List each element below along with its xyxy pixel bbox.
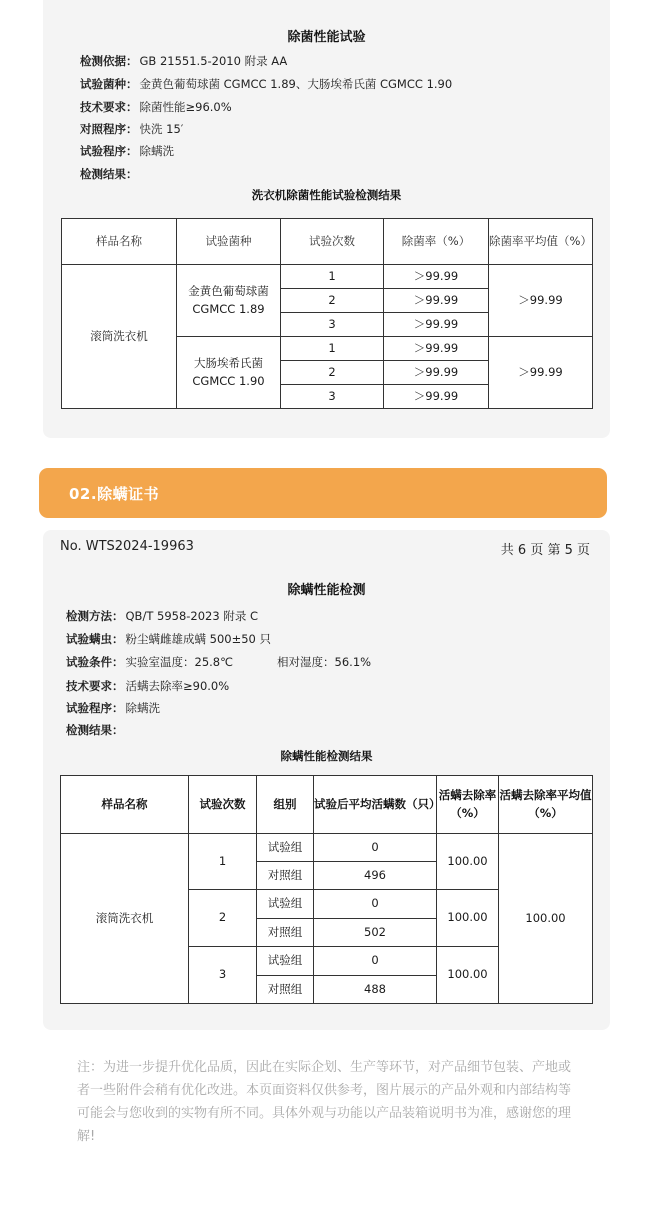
strain-name: 大肠埃希氏菌 <box>194 356 263 371</box>
table-row <box>61 834 593 862</box>
section-title: 02.除螨证书 <box>69 485 160 503</box>
rate-cell: ＞99.99 <box>384 265 489 289</box>
field-test-result <box>80 166 140 182</box>
trial-number-cell: 2 <box>189 890 257 947</box>
strain-cell <box>177 265 281 337</box>
mite-removal-test-title: 除螨性能检测 <box>287 583 366 598</box>
table-row <box>62 265 593 289</box>
field-test-method <box>66 608 258 624</box>
trial-number-cell: 3 <box>281 313 384 337</box>
field-key: 检测结果： <box>80 167 138 181</box>
field-key: 检测方法： <box>66 609 124 623</box>
removal-rate-cell: 100.00 <box>437 834 499 890</box>
antibacterial-test-title: 除菌性能试验 <box>287 30 366 45</box>
column-header: 除菌率（%） <box>384 219 489 265</box>
field-technical-requirement <box>66 678 229 694</box>
field-key: 试验螨虫： <box>66 632 124 646</box>
mite-removal-results-table <box>60 775 593 1004</box>
trial-number-cell: 3 <box>189 947 257 1004</box>
field-value: 实验室温度：25.8℃ <box>125 655 234 669</box>
field-test-strains <box>80 76 452 92</box>
field-value: 活螨去除率≥90.0% <box>125 679 230 693</box>
mite-removal-report-card <box>43 530 610 1030</box>
footnote-disclaimer: 注：为进一步提升优化品质，因此在实际企划、生产等环节，对产品细节包装、产地或者一些附件会稍有优化改进。本页面资料仅供参考，图片展示的产品外观和内部结构等可能会与您收到的实物有所不同。具体外观与功能以产品装箱说明书为准，感谢您的理解! <box>77 1060 572 1144</box>
rate-cell: ＞99.99 <box>384 337 489 361</box>
trial-number-cell: 1 <box>189 834 257 890</box>
sample-name-cell: 滚筒洗衣机 <box>62 265 177 409</box>
field-key: 对照程序： <box>80 122 138 136</box>
average-rate-cell: ＞99.99 <box>489 265 593 337</box>
field-value: 除螨洗 <box>139 144 174 158</box>
sample-name-cell: 滚筒洗衣机 <box>61 834 189 1004</box>
strain-name: 金黄色葡萄球菌 <box>188 284 269 299</box>
trial-number-cell: 3 <box>281 385 384 409</box>
trial-number-cell: 2 <box>281 361 384 385</box>
mite-table-title: 除螨性能检测结果 <box>280 749 373 763</box>
field-technical-requirement <box>80 99 232 115</box>
field-value: GB 21551.5-2010 附录 AA <box>139 54 288 68</box>
mite-count-cell: 0 <box>314 834 437 862</box>
rate-cell: ＞99.99 <box>384 313 489 337</box>
group-cell: 试验组 <box>257 890 314 919</box>
group-cell: 试验组 <box>257 947 314 976</box>
trial-number-cell: 2 <box>281 289 384 313</box>
field-key: 试验程序： <box>66 701 124 715</box>
average-removal-rate-cell: 100.00 <box>499 834 593 1004</box>
field-value: 除螨洗 <box>125 701 160 715</box>
strain-code: CGMCC 1.90 <box>192 373 265 388</box>
field-test-program <box>66 700 160 716</box>
antibacterial-report-card <box>43 0 610 438</box>
column-header: 活螨去除率平均值（%） <box>499 776 593 834</box>
column-header: 试验次数 <box>281 219 384 265</box>
field-value: 除菌性能≥96.0% <box>139 100 232 114</box>
table-header-row <box>62 219 593 265</box>
column-header: 组别 <box>257 776 314 834</box>
group-cell: 试验组 <box>257 834 314 862</box>
group-cell: 对照组 <box>257 919 314 947</box>
trial-number-cell: 1 <box>281 337 384 361</box>
field-test-conditions <box>66 654 371 670</box>
rate-cell: ＞99.99 <box>384 289 489 313</box>
column-header: 试验次数 <box>189 776 257 834</box>
mite-count-cell: 0 <box>314 947 437 976</box>
column-header: 除菌率平均值（%） <box>489 219 593 265</box>
antibacterial-results-table <box>61 218 593 409</box>
section-banner-mite-certificate <box>39 468 607 518</box>
removal-rate-cell: 100.00 <box>437 947 499 1004</box>
field-test-basis <box>80 53 287 69</box>
field-key: 试验程序： <box>80 144 138 158</box>
field-key: 技术要求： <box>80 100 138 114</box>
antibacterial-table-title: 洗衣机除菌性能试验检测结果 <box>251 188 402 202</box>
field-value: 金黄色葡萄球菌 CGMCC 1.89、大肠埃希氏菌 CGMCC 1.90 <box>139 77 453 91</box>
field-test-result <box>66 722 126 738</box>
rate-cell: ＞99.99 <box>384 361 489 385</box>
field-key: 技术要求： <box>66 679 124 693</box>
mite-count-cell: 502 <box>314 919 437 947</box>
average-rate-cell: ＞99.99 <box>489 337 593 409</box>
field-test-program <box>80 143 174 159</box>
field-value: QB/T 5958-2023 附录 C <box>125 609 259 623</box>
column-header: 试验后平均活螨数（只） <box>314 776 437 834</box>
page-info: 共 6 页 第 5 页 <box>500 543 590 558</box>
field-control-program <box>80 121 183 137</box>
column-header: 活螨去除率（%） <box>437 776 499 834</box>
field-key: 试验菌种： <box>80 77 138 91</box>
field-value-humidity: 相对湿度：56.1% <box>277 655 372 669</box>
group-cell: 对照组 <box>257 976 314 1004</box>
trial-number-cell: 1 <box>281 265 384 289</box>
column-header: 样品名称 <box>62 219 177 265</box>
mite-count-cell: 488 <box>314 976 437 1004</box>
column-header: 试验菌种 <box>177 219 281 265</box>
field-value: 粉尘螨雌雄成螨 500±50 只 <box>125 632 272 646</box>
report-number: No. WTS2024-19963 <box>60 539 194 554</box>
field-test-mites <box>66 631 271 647</box>
field-key: 检测依据： <box>80 54 138 68</box>
column-header: 样品名称 <box>61 776 189 834</box>
strain-code: CGMCC 1.89 <box>192 301 265 316</box>
field-key: 检测结果： <box>66 723 124 737</box>
mite-count-cell: 496 <box>314 862 437 890</box>
strain-cell <box>177 337 281 409</box>
rate-cell: ＞99.99 <box>384 385 489 409</box>
field-value: 快洗 15′ <box>139 122 184 136</box>
field-key: 试验条件： <box>66 655 124 669</box>
mite-count-cell: 0 <box>314 890 437 919</box>
group-cell: 对照组 <box>257 862 314 890</box>
removal-rate-cell: 100.00 <box>437 890 499 947</box>
table-header-row <box>61 776 593 834</box>
